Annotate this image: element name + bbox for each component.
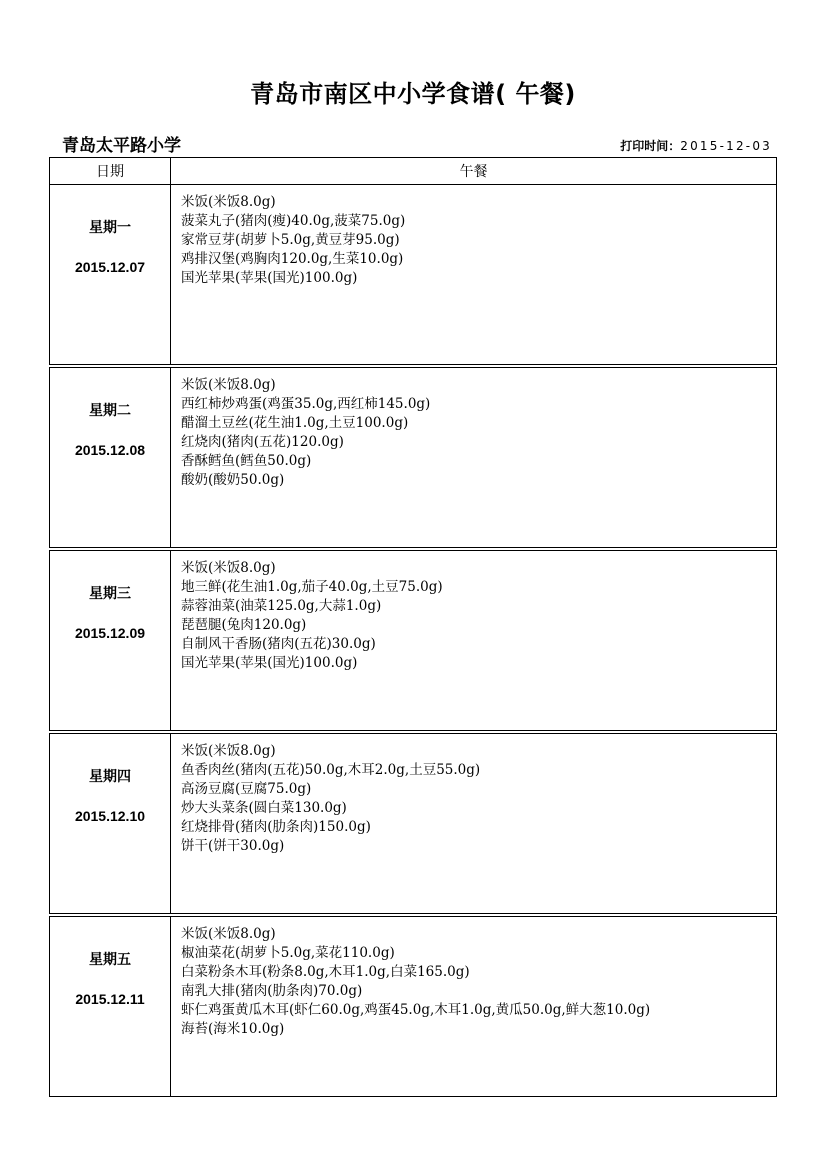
dish-item: 椒油菜花(胡萝卜5.0g,菜花110.0g) [181, 945, 395, 961]
dish-item: 鱼香肉丝(猪肉(五花)50.0g,木耳2.0g,土豆55.0g) [181, 762, 481, 778]
dish-item: 西红柿炒鸡蛋(鸡蛋35.0g,西红柿145.0g) [181, 396, 431, 412]
dish-item: 琵琶腿(兔肉120.0g) [181, 617, 307, 633]
dish-item: 海苔(海米10.0g) [181, 1021, 285, 1037]
print-time-value: 2015-12-03 [680, 139, 772, 153]
dish-item: 酸奶(酸奶50.0g) [181, 472, 285, 488]
dish-item: 米饭(米饭8.0g) [181, 743, 276, 759]
dish-item: 高汤豆腐(豆腐75.0g) [181, 781, 312, 797]
table-header-row [50, 158, 777, 185]
dish-item: 南乳大排(猪肉(肋条肉)70.0g) [181, 983, 363, 999]
dish-item: 家常豆芽(胡萝卜5.0g,黄豆芽95.0g) [181, 232, 400, 248]
dish-item: 米饭(米饭8.0g) [181, 926, 276, 942]
dish-item: 蒜蓉油菜(油菜125.0g,大蒜1.0g) [181, 598, 382, 614]
weekday-label: 星期四 [89, 769, 131, 785]
dish-cell [171, 734, 777, 914]
date-label: 2015.12.08 [74, 442, 146, 458]
dish-item: 虾仁鸡蛋黄瓜木耳(虾仁60.0g,鸡蛋45.0g,木耳1.0g,黄瓜50.0g,鲜大葱10.0g) [181, 1002, 651, 1018]
dish-item: 鸡排汉堡(鸡胸肉120.0g,生菜10.0g) [181, 251, 404, 267]
dish-item: 白菜粉条木耳(粉条8.0g,木耳1.0g,白菜165.0g) [181, 964, 470, 980]
dish-item: 米饭(米饭8.0g) [181, 377, 276, 393]
weekday-label: 星期三 [89, 586, 131, 602]
table-row [50, 185, 777, 365]
dish-item: 饼干(饼干30.0g) [181, 838, 285, 854]
dish-item: 自制风干香肠(猪肉(五花)30.0g) [181, 636, 376, 652]
dish-item: 国光苹果(苹果(国光)100.0g) [181, 270, 358, 286]
date-cell [50, 551, 171, 731]
dish-item: 米饭(米饭8.0g) [181, 560, 276, 576]
date-cell [50, 185, 171, 365]
dish-cell [171, 185, 777, 365]
date-cell [50, 734, 171, 914]
menu-table [49, 157, 777, 1097]
weekday-label: 星期一 [89, 220, 131, 236]
dish-item: 炒大头菜条(圆白菜130.0g) [181, 800, 347, 816]
dish-item: 红烧肉(猪肉(五花)120.0g) [181, 434, 344, 450]
print-time-label: 打印时间： [620, 139, 681, 153]
date-label: 2015.12.11 [75, 991, 145, 1007]
dish-item: 地三鲜(花生油1.0g,茄子40.0g,土豆75.0g) [181, 579, 443, 595]
dish-item: 红烧排骨(猪肉(肋条肉)150.0g) [181, 819, 371, 835]
date-cell [50, 368, 171, 548]
date-label: 2015.12.09 [74, 625, 146, 641]
dish-item: 醋溜土豆丝(花生油1.0g,土豆100.0g) [181, 415, 409, 431]
dish-cell [171, 917, 777, 1097]
weekday-label: 星期二 [89, 403, 131, 419]
dish-item: 米饭(米饭8.0g) [181, 194, 276, 210]
date-label: 2015.12.07 [74, 259, 146, 275]
dish-cell [171, 551, 777, 731]
weekday-label: 星期五 [89, 952, 131, 968]
page-title: 青岛市南区中小学食谱( 午餐) [250, 80, 576, 108]
dish-item: 香酥鳕鱼(鳕鱼50.0g) [181, 453, 312, 469]
table-row [50, 734, 777, 914]
table-row [50, 368, 777, 548]
date-column-header: 日期 [50, 158, 171, 185]
print-time [620, 137, 772, 154]
dish-cell [171, 368, 777, 548]
date-cell [50, 917, 171, 1097]
dish-item: 国光苹果(苹果(国光)100.0g) [181, 655, 358, 671]
dish-item: 菠菜丸子(猪肉(瘦)40.0g,菠菜75.0g) [181, 213, 406, 229]
table-row [50, 917, 777, 1097]
table-row [50, 551, 777, 731]
meal-column-header: 午餐 [171, 158, 777, 185]
school-name: 青岛太平路小学 [62, 136, 181, 156]
date-label: 2015.12.10 [74, 808, 146, 824]
